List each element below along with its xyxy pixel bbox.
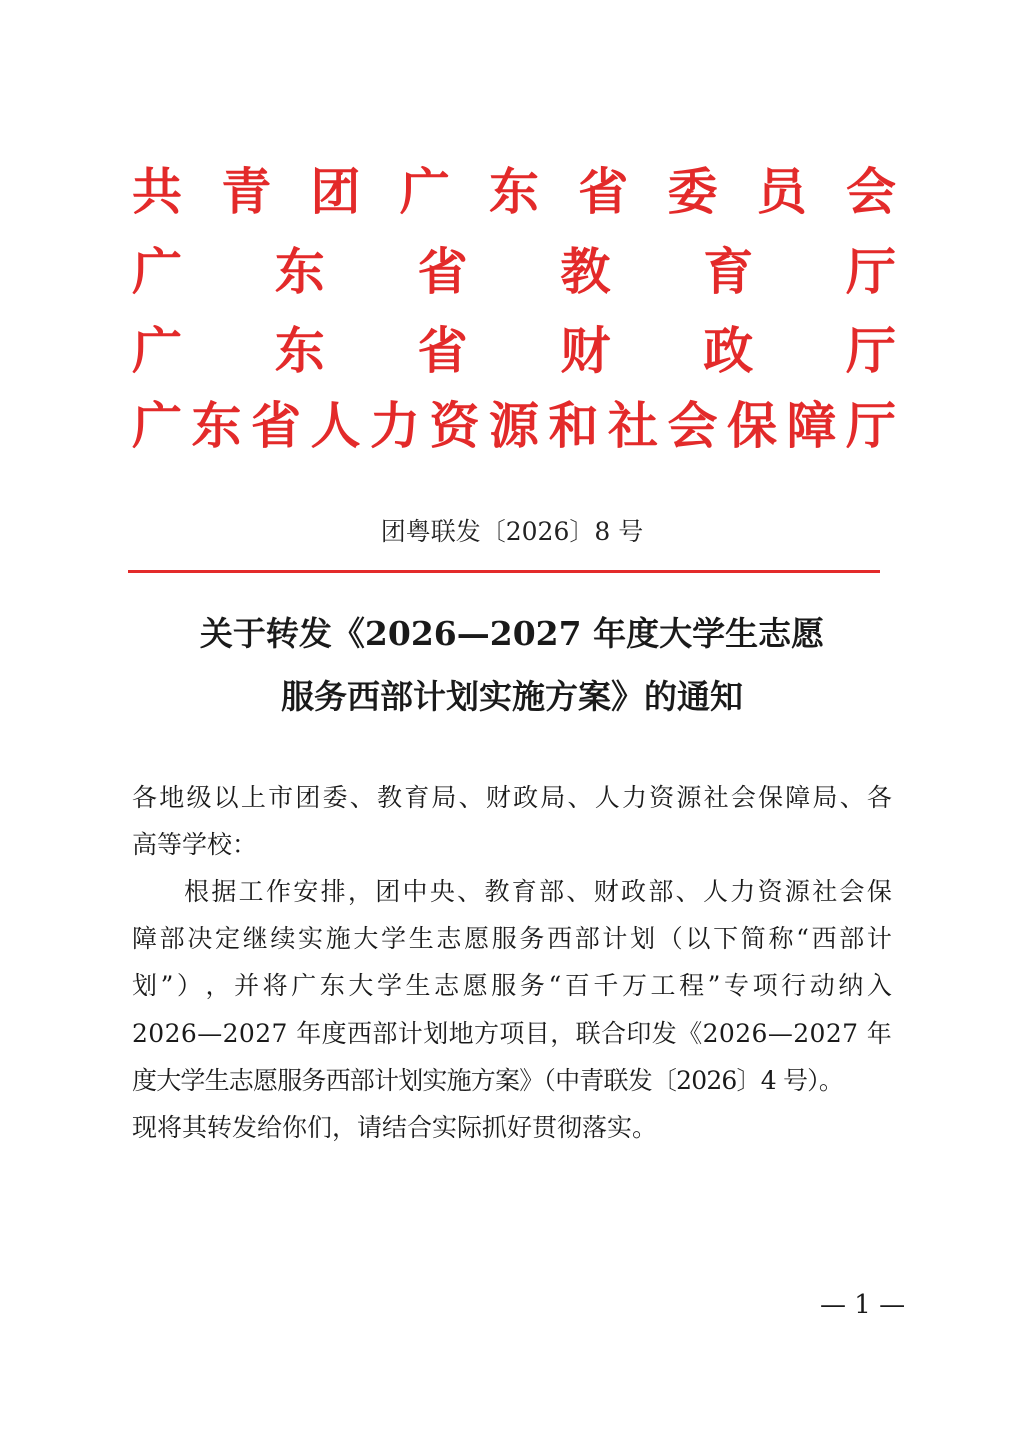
document-title-line-2: 服务西部计划实施方案》的通知 xyxy=(281,677,743,716)
body-line-3: 根 据 工 作 安 排 ， 团 中 央 、 教 育 部 、 财 政 部 、 人 力 资 源 社 会 保 xyxy=(184,877,892,906)
issuer-name-finance-dept: 广 东 省 财 政 厅 xyxy=(132,321,896,380)
body-line-4: 障 部 决 定 继 续 实 施 大 学 生 志 愿 服 务 西 部 计 划 （ 以 下 简 称 “ 西 部 计 xyxy=(132,924,892,953)
issuer-name-youth-league: 共 青 团 广 东 省 委 员 会 xyxy=(132,162,896,221)
body-line-6: 2026—2027 年度西部计划地方项目，联合印发《2026—2027 年 xyxy=(132,1019,893,1048)
body-line-8: 现将其转发给你们，请结合实际抓好贯彻落实。 xyxy=(132,1113,658,1142)
document-number: 团粤联发〔2026〕8 号 xyxy=(380,517,644,546)
issuer-name-education-dept: 广 东 省 教 育 厅 xyxy=(132,242,896,301)
body-line-1: 各 地 级 以 上 市 团 委 、 教 育 局 、 财 政 局 、 人 力 资 源 社 会 保 障 局 、 各 xyxy=(132,783,892,812)
page-number: — 1 — xyxy=(820,1290,906,1320)
body-line-2: 高等学校： xyxy=(132,830,258,859)
body-line-5: 划 ” ） ， 并 将 广 东 大 学 生 志 愿 服 务 “ 百 千 万 工 程 ” 专 项 行 动 纳 入 xyxy=(132,971,892,1000)
body-line-7: 度大学生志愿服务西部计划实施方案》（中青联发〔2026〕4 号）。 xyxy=(132,1066,844,1095)
red-divider-rule xyxy=(128,570,880,573)
issuer-name-hr-social-security-dept: 广 东 省 人 力 资 源 和 社 会 保 障 厅 xyxy=(132,396,896,455)
document-title-line-1: 关于转发《2026—2027 年度大学生志愿 xyxy=(199,614,825,653)
